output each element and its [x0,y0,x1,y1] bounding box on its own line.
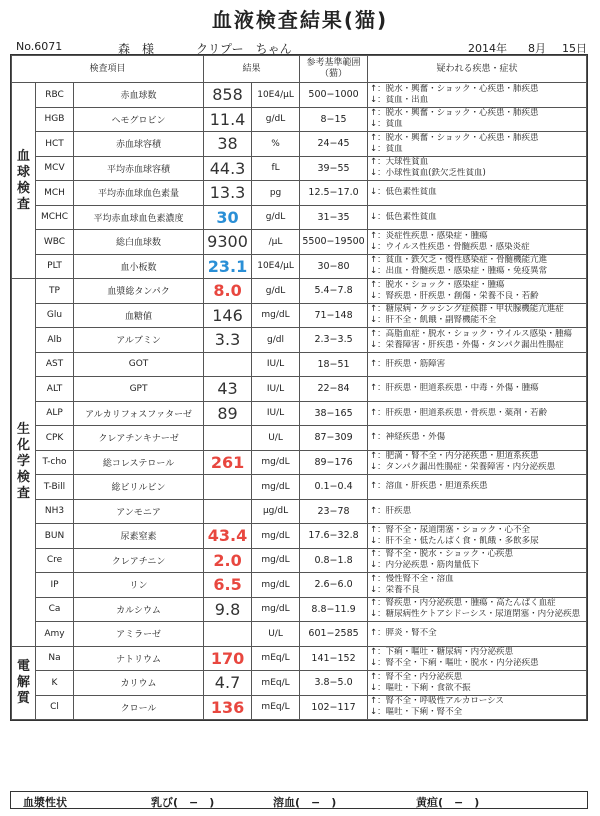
suspected-conditions [368,426,587,451]
condition-low: ↓：腎疾患・肝疾患・創傷・栄養不良・若齢 [370,290,539,301]
reference-range: 2.3−3.5 [300,328,368,353]
results-table [11,55,587,720]
condition-high: ↑：膵炎・腎不全 [370,628,437,639]
reference-range: 8−15 [300,107,368,132]
suspected-conditions [368,205,587,230]
test-code: NH3 [36,499,74,524]
reference-range: 89−176 [300,450,368,475]
condition-low: ↓：小球性貧血(鉄欠乏性貧血) [370,168,486,179]
result-unit: 10E4/μL [252,254,300,279]
condition-low: ↓：タンパク漏出性腸症・栄養障害・内分泌疾患 [370,462,556,473]
test-code: CPK [36,426,74,451]
reference-range: 8.8−11.9 [300,597,368,622]
test-name: 赤血球容積 [74,132,204,157]
suspected-conditions [368,230,587,255]
condition-high: ↑：腎不全・尿道閉塞・ショック・心不全 [370,524,531,535]
result-unit: U/L [252,426,300,451]
date-day: 15日 [562,42,587,55]
test-code: MCHC [36,205,74,230]
test-code: ALP [36,401,74,426]
condition-low: ↓：貧血 [370,119,403,130]
result-unit: mg/dL [252,524,300,549]
test-code: RBC [36,83,74,108]
condition-low: ↓：貧血・出血 [370,94,429,105]
results-sheet [10,54,588,721]
test-code: T-Bill [36,475,74,500]
condition-low: ↓：栄養障害・肝疾患・外傷・タンパク漏出性腸症 [370,339,564,350]
table-row [12,499,587,524]
test-name: カリウム [74,671,204,696]
test-code: Ca [36,597,74,622]
result-unit: mEq/L [252,671,300,696]
reference-range: 87−309 [300,426,368,451]
result-value: 136 [204,695,252,720]
result-unit: mg/dL [252,548,300,573]
condition-high: ↑：下痢・嘔吐・糖尿病・内分泌疾患 [370,647,514,658]
test-code: IP [36,573,74,598]
result-unit: mg/dL [252,303,300,328]
result-value: 11.4 [204,107,252,132]
reference-range: 30−80 [300,254,368,279]
result-unit: g/dL [252,279,300,304]
result-value: 4.7 [204,671,252,696]
table-row [12,524,587,549]
table-row [12,548,587,573]
reference-range: 22−84 [300,377,368,402]
hemolysis-status: 溶血( − ) [273,796,337,809]
condition-low: ↓：嘔吐・下痢・食欲不振 [370,682,471,693]
table-row [12,279,587,304]
condition-high: ↑：神経疾患・外傷 [370,432,446,443]
condition-high: ↑：大球性貧血 [370,157,429,168]
suspected-conditions [368,328,587,353]
category-text: 生化学検査 [16,422,30,502]
result-unit: % [252,132,300,157]
result-unit: fL [252,156,300,181]
suspected-conditions [368,475,587,500]
suspected-conditions [368,695,587,720]
test-code: TP [36,279,74,304]
test-name: 血糖値 [74,303,204,328]
pet-name: クリプー ちゃん [196,42,292,56]
test-code: T-cho [36,450,74,475]
condition-high: ↑：腎不全・呼吸性アルカローシス [370,696,504,707]
test-name: 赤血球数 [74,83,204,108]
test-code: WBC [36,230,74,255]
condition-high: ↑：肝疾患・筋障害 [370,358,446,369]
condition-low: ↓：肝不全・低たんぱく食・飢餓・多飲多尿 [370,535,539,546]
condition-low: ↓：ウイルス性疾患・骨髄疾患・感染炎症 [370,241,530,252]
reference-range: 5500−19500 [300,230,368,255]
condition-low: ↓：栄養不良 [370,584,420,595]
category-text: 血球検査 [16,148,30,212]
result-unit: pg [252,181,300,206]
suspected-conditions [368,499,587,524]
chyle-status: 乳び( − ) [151,796,215,809]
test-name: ナトリウム [74,646,204,671]
test-code: Glu [36,303,74,328]
report-number: No.6071 [16,40,63,53]
reference-range: 141−152 [300,646,368,671]
condition-high: ↑：肥満・腎不全・内分泌疾患・胆道系疾患 [370,451,539,462]
test-code: HGB [36,107,74,132]
result-value: 9300 [204,230,252,255]
test-name: アルブミン [74,328,204,353]
result-value: 38 [204,132,252,157]
table-row [12,671,587,696]
reference-range: 3.8−5.0 [300,671,368,696]
table-row [12,622,587,647]
test-name: 総白血球数 [74,230,204,255]
suspected-conditions [368,671,587,696]
table-row [12,83,587,108]
test-name: カルシウム [74,597,204,622]
test-name: アミラーゼ [74,622,204,647]
table-header-row [12,56,587,83]
table-row [12,475,587,500]
suspected-conditions [368,646,587,671]
category-text: 電解質 [16,658,30,706]
table-row [12,254,587,279]
condition-low: ↓：嘔吐・下痢・腎不全 [370,707,463,718]
result-value: 43 [204,377,252,402]
condition-high: ↑：脱水・ショック・感染症・腫瘍 [370,279,505,290]
condition-low: ↓：内分泌疾患・筋肉量低下 [370,560,480,571]
test-name: 尿素窒素 [74,524,204,549]
condition-high: ↑：溶血・肝疾患・胆道系疾患 [370,481,488,492]
result-value: 9.8 [204,597,252,622]
test-code: AST [36,352,74,377]
condition-high: ↑：脱水・興奮・ショック・心疾患・肺疾患 [370,83,539,94]
table-row [12,695,587,720]
condition-high: ↑：炎症性疾患・感染症・腫瘍 [370,230,488,241]
table-row [12,107,587,132]
result-unit: mg/dL [252,475,300,500]
test-name: 血小板数 [74,254,204,279]
reference-range: 601−2585 [300,622,368,647]
result-value: 2.0 [204,548,252,573]
table-row [12,303,587,328]
condition-low: ↓：糖尿病性ケトアシドーシス・尿道閉塞・内分泌疾患 [370,609,581,620]
result-unit: mg/dL [252,573,300,598]
test-name: アンモニア [74,499,204,524]
condition-high: ↑：慢性腎不全・溶血 [370,573,454,584]
col-header-item: 検査項目 [12,56,204,83]
suspected-conditions [368,83,587,108]
suspected-conditions [368,401,587,426]
condition-high: ↑：糖尿病・クッシング症候群・甲状腺機能亢進症 [370,304,564,315]
table-row [12,132,587,157]
test-code: Na [36,646,74,671]
test-name: 平均赤血球容積 [74,156,204,181]
reference-range: 0.8−1.8 [300,548,368,573]
result-value [204,352,252,377]
table-row [12,573,587,598]
condition-high: ↑：肝疾患・胆道系疾患・中毒・外傷・腫瘍 [370,383,539,394]
result-value: 146 [204,303,252,328]
table-row [12,328,587,353]
result-unit: IU/L [252,401,300,426]
col-header-result: 結果 [204,56,300,83]
test-code: Cre [36,548,74,573]
table-row [12,352,587,377]
test-name: リン [74,573,204,598]
result-unit: IU/L [252,352,300,377]
table-row [12,646,587,671]
test-code: MCH [36,181,74,206]
category-label [12,83,36,279]
test-code: MCV [36,156,74,181]
table-row [12,156,587,181]
reference-range: 102−117 [300,695,368,720]
condition-low: ↓：腎不全・下痢・嘔吐・脱水・内分泌疾患 [370,658,539,669]
category-label [12,646,36,720]
reference-range: 18−51 [300,352,368,377]
table-row [12,597,587,622]
result-unit: mg/dL [252,597,300,622]
suspected-conditions [368,254,587,279]
result-unit: IU/L [252,377,300,402]
result-unit: mg/dL [252,450,300,475]
suspected-conditions [368,573,587,598]
jaundice-status: 黄疸( − ) [416,796,480,809]
condition-low: ↓：低色素性貧血 [370,211,437,222]
condition-high: ↑：貧血・鉄欠乏・慢性感染症・骨髄機能亢進 [370,255,548,266]
result-value: 3.3 [204,328,252,353]
table-row [12,401,587,426]
reference-range: 38−165 [300,401,368,426]
suspected-conditions [368,107,587,132]
result-unit: g/dL [252,107,300,132]
col-header-ref [300,56,368,83]
suspected-conditions [368,524,587,549]
test-name: クレアチンキナーゼ [74,426,204,451]
table-row [12,426,587,451]
reference-range: 5.4−7.8 [300,279,368,304]
condition-low: ↓：出血・骨髄疾患・感染症・腫瘍・免疫異常 [370,266,548,277]
test-name: GOT [74,352,204,377]
test-name: 総コレステロール [74,450,204,475]
result-value [204,475,252,500]
reference-range: 500−1000 [300,83,368,108]
suspected-conditions [368,548,587,573]
result-unit: 10E4/μL [252,83,300,108]
reference-range: 0.1−0.4 [300,475,368,500]
table-row [12,205,587,230]
reference-range: 71−148 [300,303,368,328]
condition-high: ↑：高脂血症・脱水・ショック・ウイルス感染・腫瘍 [370,328,572,339]
result-unit: /μL [252,230,300,255]
condition-high: ↑：腎不全・脱水・ショック・心疾患 [370,549,514,560]
reference-range: 12.5−17.0 [300,181,368,206]
result-value: 43.4 [204,524,252,549]
results-body [12,83,587,720]
test-name: 平均赤血球血色素量 [74,181,204,206]
test-code: PLT [36,254,74,279]
result-value: 8.0 [204,279,252,304]
result-value: 170 [204,646,252,671]
result-value [204,426,252,451]
result-value: 6.5 [204,573,252,598]
test-name: 血漿総タンパク [74,279,204,304]
suspected-conditions [368,450,587,475]
result-value: 858 [204,83,252,108]
suspected-conditions [368,352,587,377]
test-name: ヘモグロビン [74,107,204,132]
condition-high: ↑：腎疾患・内分泌疾患・腫瘍・高たんぱく血症 [370,598,556,609]
condition-high: ↑：脱水・興奮・ショック・心疾患・肺疾患 [370,108,539,119]
suspected-conditions [368,377,587,402]
table-row [12,230,587,255]
suspected-conditions [368,622,587,647]
test-code: Cl [36,695,74,720]
plasma-properties [10,791,588,809]
result-value [204,499,252,524]
result-unit: g/dL [252,205,300,230]
reference-range: 39−55 [300,156,368,181]
result-unit: U/L [252,622,300,647]
condition-high: ↑：脱水・興奮・ショック・心疾患・肺疾患 [370,132,539,143]
condition-low: ↓：貧血 [370,143,403,154]
reference-range: 17.6−32.8 [300,524,368,549]
col-header-ref-line2: （猫） [320,69,348,79]
reference-range: 23−78 [300,499,368,524]
table-row [12,181,587,206]
result-value: 23.1 [204,254,252,279]
test-name: 平均赤血球血色素濃度 [74,205,204,230]
table-row [12,377,587,402]
result-unit: μg/dL [252,499,300,524]
category-label [12,279,36,647]
result-unit: mEq/L [252,646,300,671]
test-code: BUN [36,524,74,549]
col-header-disease: 疑われる疾患・症状 [368,56,587,83]
condition-high: ↑：肝疾患 [370,505,412,516]
test-name: アルカリフォスファターゼ [74,401,204,426]
result-unit: mEq/L [252,695,300,720]
test-code: Amy [36,622,74,647]
result-value [204,622,252,647]
date-year: 2014年 [468,42,507,55]
plasma-label: 血漿性状 [23,796,67,809]
test-name: GPT [74,377,204,402]
reference-range: 31−35 [300,205,368,230]
col-header-ref-line1: 参考基準範囲 [306,58,361,68]
date-month: 8月 [528,42,546,55]
test-code: Alb [36,328,74,353]
suspected-conditions [368,181,587,206]
condition-low: ↓：肝不全・飢餓・副腎機能不全 [370,315,497,326]
result-unit: g/dl [252,328,300,353]
test-code: K [36,671,74,696]
result-value: 30 [204,205,252,230]
test-name: クロール [74,695,204,720]
condition-high: ↑：肝疾患・胆道系疾患・骨疾患・薬剤・若齢 [370,407,548,418]
test-code: HCT [36,132,74,157]
result-value: 89 [204,401,252,426]
test-code: ALT [36,377,74,402]
result-value: 44.3 [204,156,252,181]
suspected-conditions [368,132,587,157]
result-value: 13.3 [204,181,252,206]
suspected-conditions [368,279,587,304]
condition-low: ↓：低色素性貧血 [370,187,437,198]
suspected-conditions [368,156,587,181]
reference-range: 2.6−6.0 [300,573,368,598]
test-name: クレアチニン [74,548,204,573]
reference-range: 24−45 [300,132,368,157]
suspected-conditions [368,597,587,622]
table-row [12,450,587,475]
condition-high: ↑：腎不全・内分泌疾患 [370,671,463,682]
owner-name: 森 様 [118,42,155,56]
suspected-conditions [368,303,587,328]
report-title: 血液検査結果(猫) [211,8,389,32]
test-name: 総ビリルビン [74,475,204,500]
result-value: 261 [204,450,252,475]
